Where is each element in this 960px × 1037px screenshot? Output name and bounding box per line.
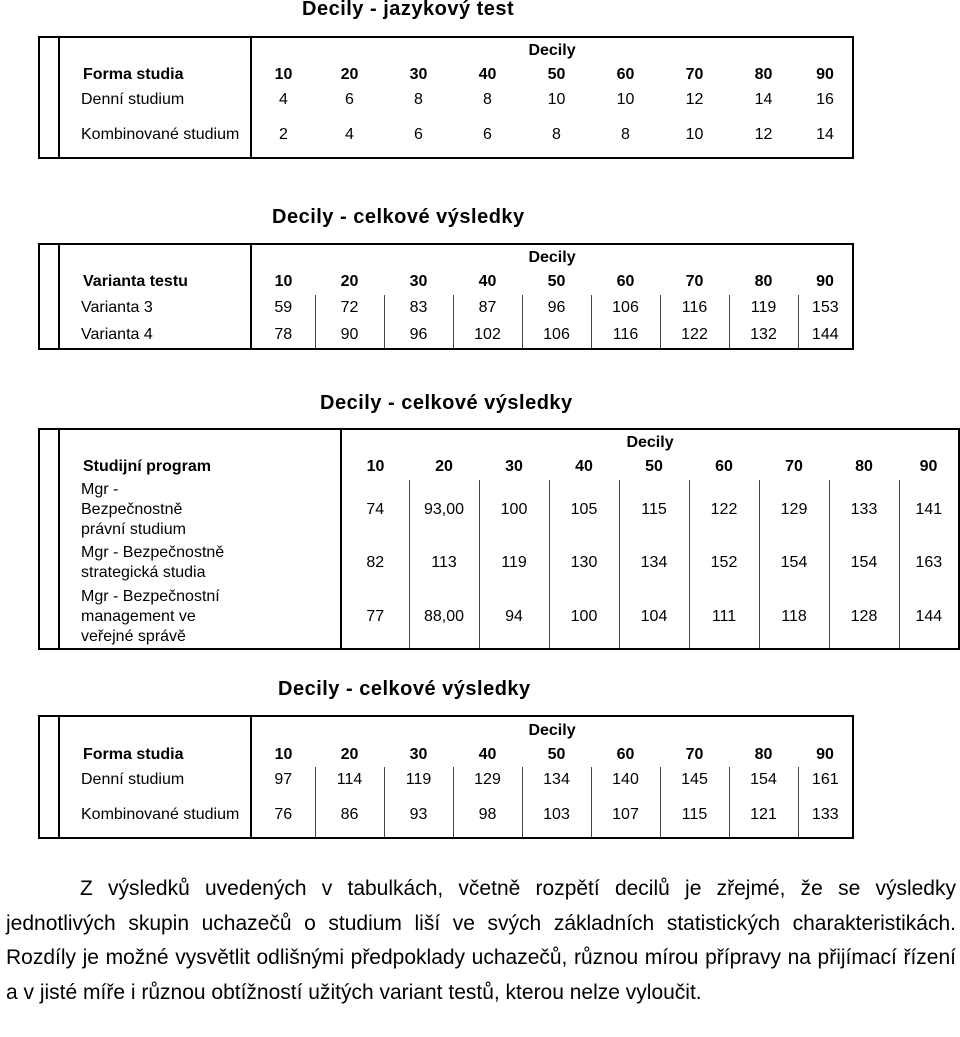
table4-cell: 133 [798, 792, 853, 838]
table4-cell: 114 [315, 767, 384, 792]
table4-cell: 119 [384, 767, 453, 792]
table2-cell: 116 [660, 295, 729, 321]
table1-col-header: 90 [798, 62, 853, 88]
table4-row-label: Kombinované studium [79, 792, 251, 838]
table3-col-header: 80 [855, 458, 873, 475]
table2 [38, 243, 854, 350]
table3-col-header: 60 [715, 458, 733, 475]
table4-col-header: 70 [685, 745, 704, 763]
table1-cell: 8 [483, 91, 492, 108]
table3-cell: 113 [409, 540, 479, 585]
table1-cell: 16 [798, 88, 853, 112]
table3-cell: 93,00 [409, 480, 479, 540]
table1-row-header: Forma studia [83, 66, 184, 83]
table1-col-header: 60 [616, 66, 635, 83]
table3-cell: 141 [899, 480, 959, 540]
table1-col-header: 40 [478, 66, 497, 83]
table4-cell: 154 [729, 767, 798, 792]
table2-cell: 102 [453, 321, 522, 349]
body-paragraph [6, 872, 956, 1010]
table4-row-header: Forma studia [83, 745, 184, 763]
table3-cell: 105 [549, 480, 619, 540]
table3-cell: 154 [829, 540, 899, 585]
table3-cell: 100 [479, 480, 549, 540]
table2-col-header: 30 [409, 273, 428, 290]
table2-group-header: Decily [251, 244, 853, 269]
table2-cell: 132 [729, 321, 798, 349]
table1-cell: 8 [522, 112, 591, 158]
table1-title: Decily - jazykový test [302, 0, 515, 20]
table3-cell: 154 [759, 540, 829, 585]
table2-cell: 59 [251, 295, 315, 321]
table1-row-label: Kombinované studium [79, 112, 251, 158]
table1-col-header: 50 [547, 66, 566, 83]
table2-cell: 106 [591, 295, 660, 321]
table3-cell: 128 [829, 585, 899, 649]
table1-cell: 10 [660, 112, 729, 158]
table3-title: Decily - celkové výsledky [320, 392, 573, 414]
table3 [38, 428, 960, 650]
table2-col-header: 70 [685, 273, 704, 290]
table1-cell: 14 [798, 112, 853, 158]
table4-row-label: Denní studium [81, 770, 185, 788]
table3-cell: 104 [619, 585, 689, 649]
table1-row-label: Denní studium [81, 91, 185, 108]
table4-group-header: Decily [251, 716, 853, 742]
table1-cell: 6 [453, 112, 522, 158]
table3-cell: 74 [341, 480, 409, 540]
table4-cell: 115 [660, 792, 729, 838]
table1-col-header: 30 [409, 66, 428, 83]
table3-cell: 133 [829, 480, 899, 540]
table2-cell: 87 [453, 295, 522, 321]
table3-cell: 88,00 [409, 585, 479, 649]
table4-cell: 129 [453, 767, 522, 792]
table4-col-header: 20 [340, 745, 359, 763]
table1-cell: 4 [315, 112, 384, 158]
table3-cell: 94 [479, 585, 549, 649]
table4-cell: 76 [251, 792, 315, 838]
table2-cell: 122 [660, 321, 729, 349]
table2-cell: 78 [251, 321, 315, 349]
table4-col-header: 50 [547, 745, 566, 763]
table3-cell: 115 [619, 480, 689, 540]
table3-cell: 100 [549, 585, 619, 649]
table2-cell: 72 [315, 295, 384, 321]
table1-cell: 8 [591, 112, 660, 158]
table3-col-header: 20 [435, 458, 453, 475]
table4-col-header: 10 [251, 742, 315, 767]
table1-col-header: 80 [754, 66, 773, 83]
table4-cell: 98 [453, 792, 522, 838]
table2-cell: 96 [522, 295, 591, 321]
table3-cell: 163 [899, 540, 959, 585]
table1-cell: 4 [251, 88, 315, 112]
table1-col-header: 10 [251, 62, 315, 88]
table3-row-label: Mgr - Bezpečnostně právní studium [81, 481, 186, 538]
table4-cell: 97 [251, 767, 315, 792]
table4-cell: 134 [522, 767, 591, 792]
table3-col-header: 70 [785, 458, 803, 475]
table3-col-header: 30 [505, 458, 523, 475]
table3-row-label: Mgr - Bezpečnostní management ve veřejné správě [79, 585, 341, 649]
table3-col-header: 10 [341, 454, 409, 480]
table3-cell: 129 [759, 480, 829, 540]
table2-row-label: Varianta 4 [79, 321, 251, 349]
table4 [38, 715, 854, 839]
table3-cell: 77 [341, 585, 409, 649]
table2-cell: 106 [522, 321, 591, 349]
table3-cell: 82 [341, 540, 409, 585]
table4-col-header: 90 [798, 742, 853, 767]
table3-cell: 130 [549, 540, 619, 585]
table2-cell: 153 [798, 295, 853, 321]
table4-col-header: 40 [478, 745, 497, 763]
table2-col-header: 60 [616, 273, 635, 290]
table3-cell: 119 [479, 540, 549, 585]
table2-col-header: 80 [754, 273, 773, 290]
table4-cell: 140 [591, 767, 660, 792]
table2-col-header: 50 [547, 273, 566, 290]
table1-col-header: 20 [340, 66, 359, 83]
table3-cell: 152 [689, 540, 759, 585]
table1-cell: 8 [414, 91, 423, 108]
table3-cell: 118 [759, 585, 829, 649]
table2-cell: 144 [798, 321, 853, 349]
table3-cell: 111 [689, 585, 759, 649]
table3-col-header: 40 [575, 458, 593, 475]
table4-cell: 121 [729, 792, 798, 838]
table4-cell: 93 [384, 792, 453, 838]
table1-cell: 12 [729, 112, 798, 158]
table2-col-header: 20 [340, 273, 359, 290]
table4-cell: 107 [591, 792, 660, 838]
table1-cell: 6 [384, 112, 453, 158]
table3-row-label: Mgr - Bezpečnostně strategická studia [81, 543, 225, 581]
table4-cell: 103 [522, 792, 591, 838]
table2-cell: 116 [591, 321, 660, 349]
table1-cell: 10 [547, 91, 566, 108]
table4-col-header: 30 [409, 745, 428, 763]
table1-cell: 14 [754, 91, 773, 108]
table1-cell: 6 [345, 91, 354, 108]
table1-cell: 10 [616, 91, 635, 108]
table2-title: Decily - celkové výsledky [272, 206, 525, 228]
table1-cell: 12 [685, 91, 704, 108]
table3-cell: 122 [689, 480, 759, 540]
table2-col-header: 10 [251, 269, 315, 295]
table3-group-header: Decily [341, 429, 959, 454]
table2-cell: 96 [384, 321, 453, 349]
table3-cell: 134 [619, 540, 689, 585]
table3-col-header: 90 [899, 454, 959, 480]
table3-row-header: Studijní program [83, 458, 211, 475]
paragraph-text: Z výsledků uvedených v tabulkách, včetně rozpětí decilů je zřejmé, že se výsledky jednotlivých skupin uchazečů o studium liší ve svých základních statistických charakteristikách. Rozdíly je možné vysvětlit odlišnými předpoklady uchazečů, různou mírou přípravy na přijímací řízení a v jisté míře i různou obtížností užitých variant testů, kterou nelze vyloučit. [6, 877, 956, 1004]
table4-cell: 161 [798, 767, 853, 792]
table4-cell: 145 [660, 767, 729, 792]
table2-col-header: 90 [798, 269, 853, 295]
table2-cell: 119 [729, 295, 798, 321]
table2-cell: 83 [384, 295, 453, 321]
table4-title: Decily - celkové výsledky [278, 678, 531, 700]
table3-cell: 144 [899, 585, 959, 649]
table4-cell: 86 [315, 792, 384, 838]
table1-cell: 2 [251, 112, 315, 158]
table2-col-header: 40 [478, 273, 497, 290]
table2-row-label: Varianta 3 [81, 299, 153, 316]
table1-col-header: 70 [685, 66, 704, 83]
table2-cell: 90 [315, 321, 384, 349]
table4-col-header: 80 [754, 745, 773, 763]
table4-col-header: 60 [616, 745, 635, 763]
table1-group-header: Decily [251, 37, 853, 62]
table1 [38, 36, 854, 159]
table2-row-header: Varianta testu [83, 273, 188, 290]
table3-col-header: 50 [645, 458, 663, 475]
